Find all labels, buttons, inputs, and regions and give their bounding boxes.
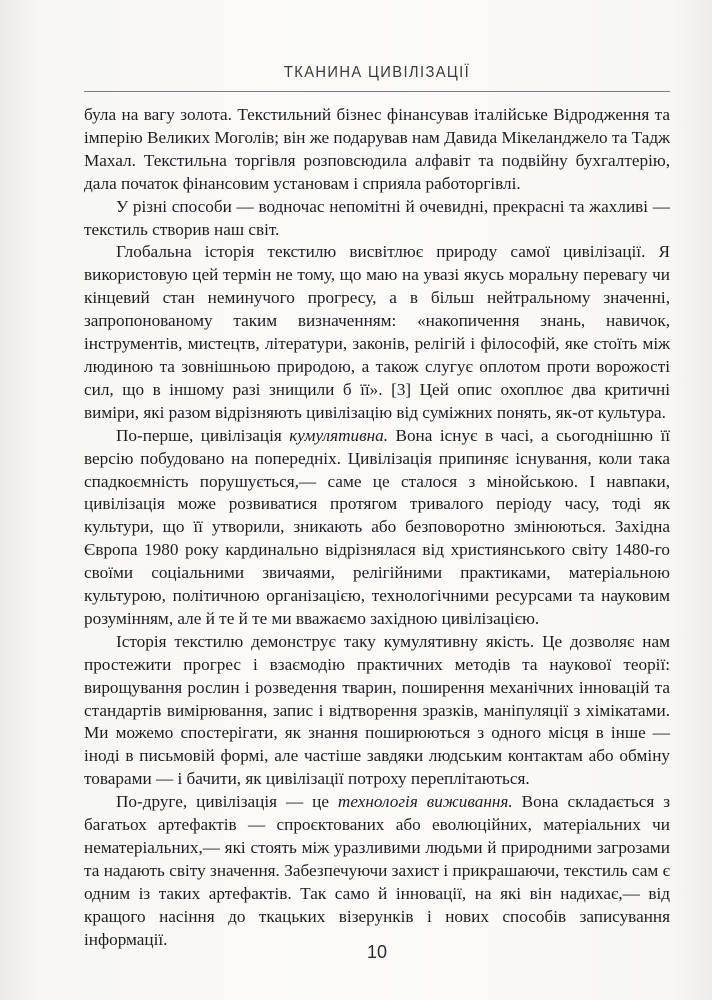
- paragraph: [84, 791, 670, 951]
- paragraph: [84, 241, 670, 424]
- text-run: Вона складається з багатьох артефактів — спроєктованих або еволюційних, матеріальних чи нематеріальних,— які стоять між уразливими людьми й природними загрозами та надають світу значення. Забезпечуючи захист і прикрашаючи, текстиль сам є одним із таких артефактів. Так само й інновації, на які він надихає,— від кращого насіння до ткацьких візерунків і нових способів записування інформації.: [84, 792, 670, 949]
- text-run: Історія текстилю демонструє таку кумулятивну якість. Це дозволяє нам простежити прогрес і взаємодію практичних методів та наукової теорії: вирощування рослин і розведення тварин, поширення механічних інновацій та стандартів вимірювання, запис і відтворення зразків, маніпуляції з хімікатами. Ми можемо спостерігати, як знання поширюються з одного місця в інше — іноді в письмовій формі, але частіше завдяки людським контактам або обміну товарами — і бачити, як цивілізації потроху переплітаються.: [84, 631, 670, 789]
- text-run: По-друге, цивілізація — це: [116, 792, 338, 812]
- italic-term: технологія виживання.: [337, 792, 513, 812]
- paragraph: [84, 104, 670, 196]
- paragraph: [84, 196, 670, 242]
- paragraph: [84, 631, 670, 791]
- header-rule: [84, 91, 670, 92]
- body-text: [84, 104, 670, 952]
- text-run: По-перше, цивілізація: [116, 425, 290, 445]
- paragraph: [84, 425, 670, 631]
- text-run: Вона існує в часі, а сьогоднішню її версію побудовано на попередніх. Цивілізація припиняє існування, коли така спадкоємність порушується,— саме це сталося з мінойською. І навпаки, цивілізація може розвиватися протягом тривалого періоду часу, тоді як культури, що її утворили, зникають або безповоротно змінюються. Західна Європа 1980 року кардинально відрізнялася від християнського світу 1480-го своїми соціальними звичаями, релігійними практиками, матеріальною культурою, політичною організацією, технологічними ресурсами та науковим розумінням, але й те й те ми вважаємо західною цивілізацією.: [84, 425, 670, 628]
- page-number: 10: [366, 942, 388, 962]
- italic-term: кумулятивна.: [289, 425, 388, 445]
- text-run: Глобальна історія текстилю висвітлює природу самої цивілізації. Я використовую цей термін не тому, що маю на увазі якусь моральну перевагу чи кінцевий стан неминучого прогресу, а в більш нейтральному значенні, запропонованому таким визначенням: «накопичення знань, навичок, інструментів, мистецтв, літератури, законів, релігій і філософій, яке стоїть між людиною та зовнішньою природою, а також слугує оплотом проти ворожості сил, що в іншому разі знищили б її». [3] Цей опис охоплює два критичні виміри, які разом відрізняють цивілізацію від суміжних понять, як-от культура.: [84, 242, 670, 422]
- text-run: була на вагу золота. Текстильний бізнес фінансував італійське Відродження та імперію Великих Моголів; він же подарував нам Давида Мікеланджело та Тадж Махал. Текстильна торгівля розповсюдила алфавіт та подвійну бухгалтерію, дала початок фінансовим установам і сприяла работоргівлі.: [84, 105, 670, 193]
- text-run: У різні способи — водночас непомітні й очевидні, прекрасні та жахливі — текстиль створив наш світ.: [84, 196, 670, 239]
- running-head: ТКАНИНА ЦИВІЛІЗАЦІЇ: [283, 64, 471, 81]
